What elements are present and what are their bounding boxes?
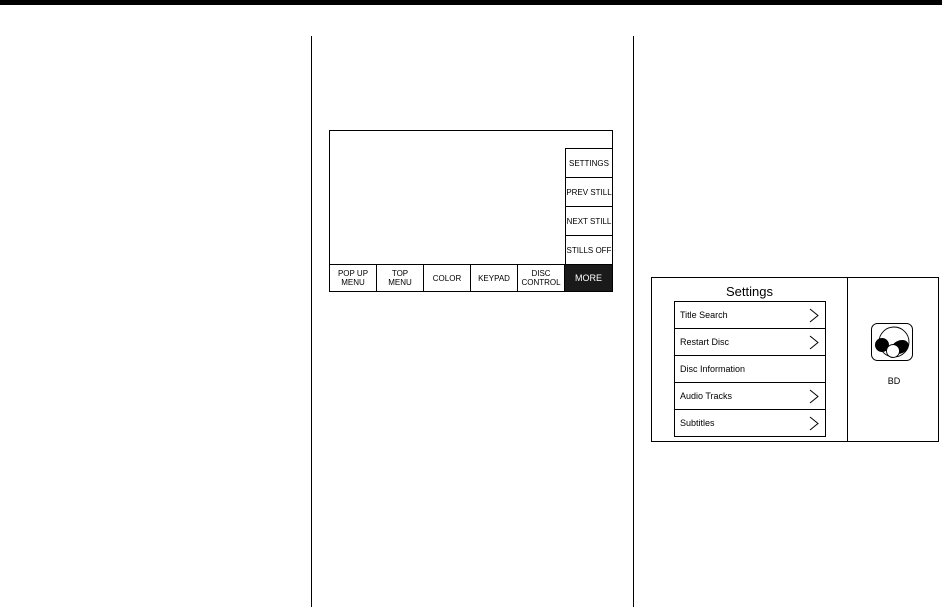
chevron-right-icon bbox=[807, 416, 821, 431]
more-button[interactable]: MORE bbox=[564, 264, 613, 292]
chevron-right-icon bbox=[807, 335, 821, 350]
chevron-right-icon bbox=[807, 389, 821, 404]
player-screen bbox=[329, 130, 613, 292]
disc-info-panel bbox=[847, 277, 939, 442]
settings-item-disc-information[interactable] bbox=[674, 355, 826, 383]
disc-type-label: BD bbox=[887, 376, 901, 386]
disc-control-button[interactable]: DISC CONTROL bbox=[517, 264, 565, 292]
settings-item-label: Audio Tracks bbox=[680, 391, 733, 401]
popup-menu-button[interactable]: POP UP MENU bbox=[329, 264, 377, 292]
settings-button[interactable]: SETTINGS bbox=[565, 148, 613, 177]
side-menu bbox=[565, 148, 613, 264]
next-still-button[interactable]: NEXT STILL bbox=[565, 206, 613, 235]
bluray-disc-icon bbox=[871, 323, 913, 361]
settings-item-title-search[interactable] bbox=[674, 301, 826, 329]
top-menu-button[interactable]: TOP MENU bbox=[376, 264, 424, 292]
color-button[interactable]: COLOR bbox=[423, 264, 471, 292]
top-rule bbox=[0, 0, 942, 5]
keypad-button[interactable]: KEYPAD bbox=[470, 264, 518, 292]
prev-still-button[interactable]: PREV STILL bbox=[565, 177, 613, 206]
settings-title: Settings bbox=[726, 284, 773, 299]
column-divider-left bbox=[311, 36, 312, 607]
settings-item-label: Disc Information bbox=[680, 364, 746, 374]
settings-item-audio-tracks[interactable] bbox=[674, 382, 826, 410]
settings-list bbox=[674, 301, 826, 436]
chevron-right-icon bbox=[807, 308, 821, 323]
bottom-button-bar bbox=[329, 264, 613, 292]
settings-item-subtitles[interactable] bbox=[674, 409, 826, 437]
column-divider-right bbox=[633, 36, 634, 607]
settings-item-label: Restart Disc bbox=[680, 337, 730, 347]
settings-item-label: Subtitles bbox=[680, 418, 715, 428]
settings-item-label: Title Search bbox=[680, 310, 728, 320]
settings-screen bbox=[651, 277, 939, 442]
settings-item-restart-disc[interactable] bbox=[674, 328, 826, 356]
stills-off-button[interactable]: STILLS OFF bbox=[565, 235, 613, 264]
